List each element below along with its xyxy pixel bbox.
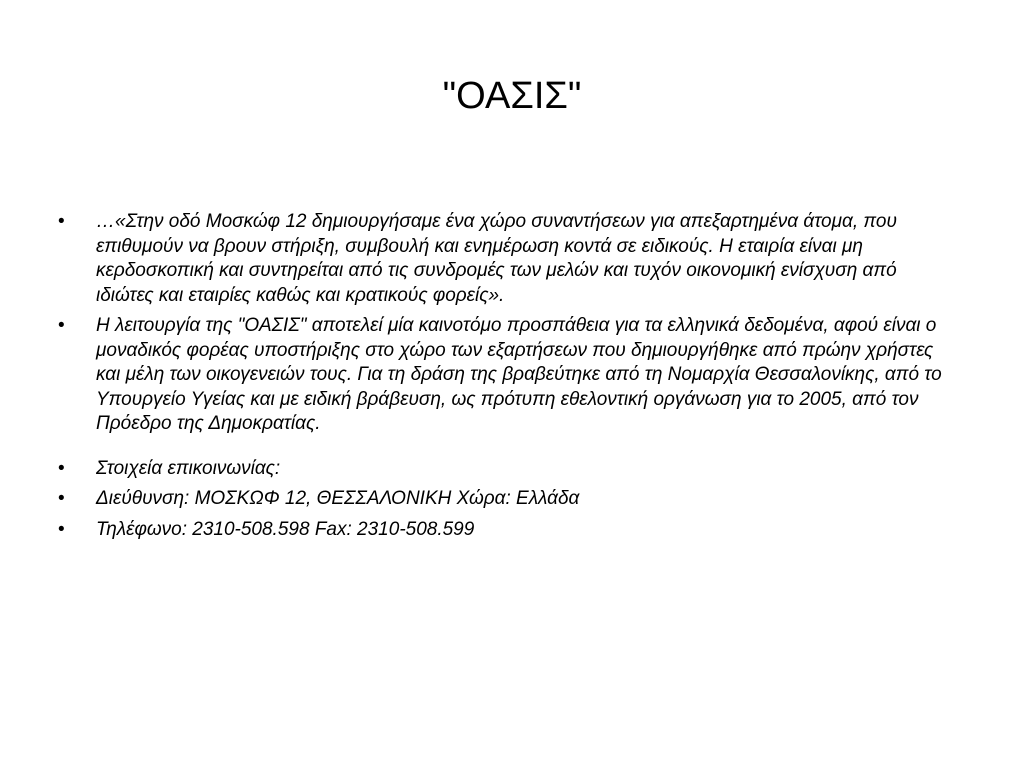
slide-title: "ΟΑΣΙΣ": [442, 75, 582, 117]
bullet-text: Τηλέφωνο: 2310-508.598 Fax: 2310-508.599: [96, 518, 475, 540]
bullet-list: [56, 210, 956, 542]
slide-content: [56, 210, 956, 548]
bullet-icon: •: [58, 518, 65, 540]
bullet-text: Διεύθυνση: ΜΟΣΚΩΦ 12, ΘΕΣΣΑΛΟΝΙΚΗ Χώρα: Ελλάδα: [96, 488, 580, 509]
bullet-text: …«Στην οδό Μοσκώφ 12 δημιουργήσαμε ένα χώρο συναντήσεων για απεξαρτημένα άτομα, που επιθυμούν να βρουν στήριξη, συμβουλή και ενημέρωση κοντά σε ειδικούς. Η εταιρία είναι μη κερδοσκοπική και συντηρείται από τις συνδρομές των μελών και τυχόν οικονομική ενίσχυση από ιδιώτες και εταιρίες καθώς και κρατικούς φορείς».: [96, 211, 897, 306]
bullet-icon: •: [58, 457, 65, 479]
bullet-item-contact-heading: [56, 457, 956, 482]
bullet-text: Στοιχεία επικοινωνίας:: [96, 457, 281, 479]
bullet-item-description: [56, 314, 956, 437]
bullet-text: Η λειτουργία της "ΟΑΣΙΣ" αποτελεί μία καινοτόμο προσπάθεια για τα ελληνικά δεδομένα, αφού είναι ο μοναδικός φορέας υποστήριξης στο χώρο των εξαρτήσεων που δημιουργήθηκε από πρώην χρήστες και μέλη των οικογενειών τους. Για τη δράση της βραβεύτηκε από τη Νομαρχία Θεσσαλονίκης, από το Υπουργείο Υγείας και με ειδική βράβευση, ως πρότυπη εθελοντική οργάνωση για το 2005, από τον Πρόεδρο της Δημοκρατίας.: [96, 315, 942, 434]
bullet-item-address: [56, 487, 956, 512]
bullet-item-intro: [56, 210, 956, 308]
bullet-icon: •: [58, 488, 65, 509]
bullet-icon: •: [58, 315, 65, 336]
bullet-icon: •: [58, 211, 65, 232]
bullet-item-phone: [56, 518, 956, 543]
